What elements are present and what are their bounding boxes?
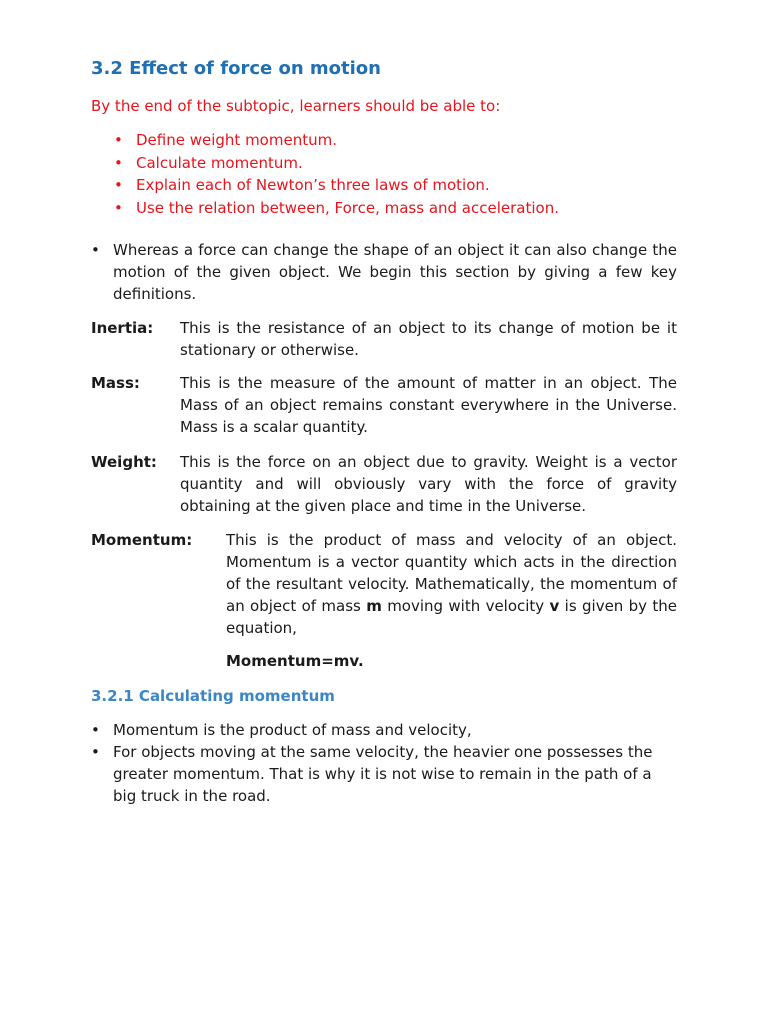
objective-item: • Explain each of Newton’s three laws of motion. bbox=[114, 174, 559, 197]
objective-item: • Use the relation between, Force, mass and acceleration. bbox=[114, 197, 559, 220]
momentum-text-part: moving with velocity bbox=[381, 597, 550, 615]
definition-term: Weight: bbox=[91, 453, 157, 471]
learning-objectives-list bbox=[114, 129, 559, 219]
momentum-points-list bbox=[91, 719, 677, 807]
definition-term: Inertia: bbox=[91, 319, 154, 337]
bullet-icon: • bbox=[91, 241, 100, 259]
definition-mass bbox=[91, 372, 677, 438]
overview-text: Whereas a force can change the shape of an object it can also change the motion of the given object. We begin this section by giving a few key definitions. bbox=[113, 241, 677, 303]
momentum-formula: Momentum=mv. bbox=[226, 652, 364, 670]
definition-text bbox=[226, 529, 677, 639]
list-item bbox=[91, 719, 677, 741]
velocity-symbol: v bbox=[549, 597, 560, 615]
definition-momentum bbox=[91, 529, 677, 639]
definition-inertia bbox=[91, 317, 677, 361]
overview-paragraph bbox=[91, 239, 677, 305]
definition-term: Mass: bbox=[91, 374, 140, 392]
bullet-icon: • bbox=[91, 743, 100, 761]
objective-item: • Define weight momentum. bbox=[114, 129, 559, 152]
section-title: 3.2 Effect of force on motion bbox=[91, 58, 381, 79]
momentum-text-part: is given by the equation, bbox=[226, 597, 678, 637]
bullet-icon: • bbox=[91, 721, 100, 739]
definition-text: This is the measure of the amount of matter in an object. The Mass of an object remains constant everywhere in the Universe. Mass is a scalar quantity. bbox=[180, 374, 677, 436]
objective-item: • Calculate momentum. bbox=[114, 152, 559, 175]
list-item-text: For objects moving at the same velocity, the heavier one possesses the greater momentum. That is why it is not wise to remain in the path of a big truck in the road. bbox=[113, 743, 653, 805]
definition-weight bbox=[91, 451, 677, 517]
definition-term: Momentum: bbox=[91, 531, 193, 549]
learning-objectives-intro: By the end of the subtopic, learners should be able to: bbox=[91, 97, 501, 115]
definition-text: This is the resistance of an object to its change of motion be it stationary or otherwise. bbox=[180, 319, 677, 359]
definition-text: This is the force on an object due to gravity. Weight is a vector quantity and will obviously vary with the force of gravity obtaining at the given place and time in the Universe. bbox=[180, 453, 677, 515]
list-item bbox=[91, 741, 677, 807]
mass-symbol: m bbox=[366, 597, 382, 615]
list-item-text: Momentum is the product of mass and velocity, bbox=[113, 721, 472, 739]
subsection-title: 3.2.1 Calculating momentum bbox=[91, 687, 335, 705]
momentum-text-part: This is the product of mass and velocity of an object. Momentum is a vector quantity which acts in the direction of the resultant velocity. Mathematically, the momentum of an object of mass bbox=[226, 531, 677, 615]
